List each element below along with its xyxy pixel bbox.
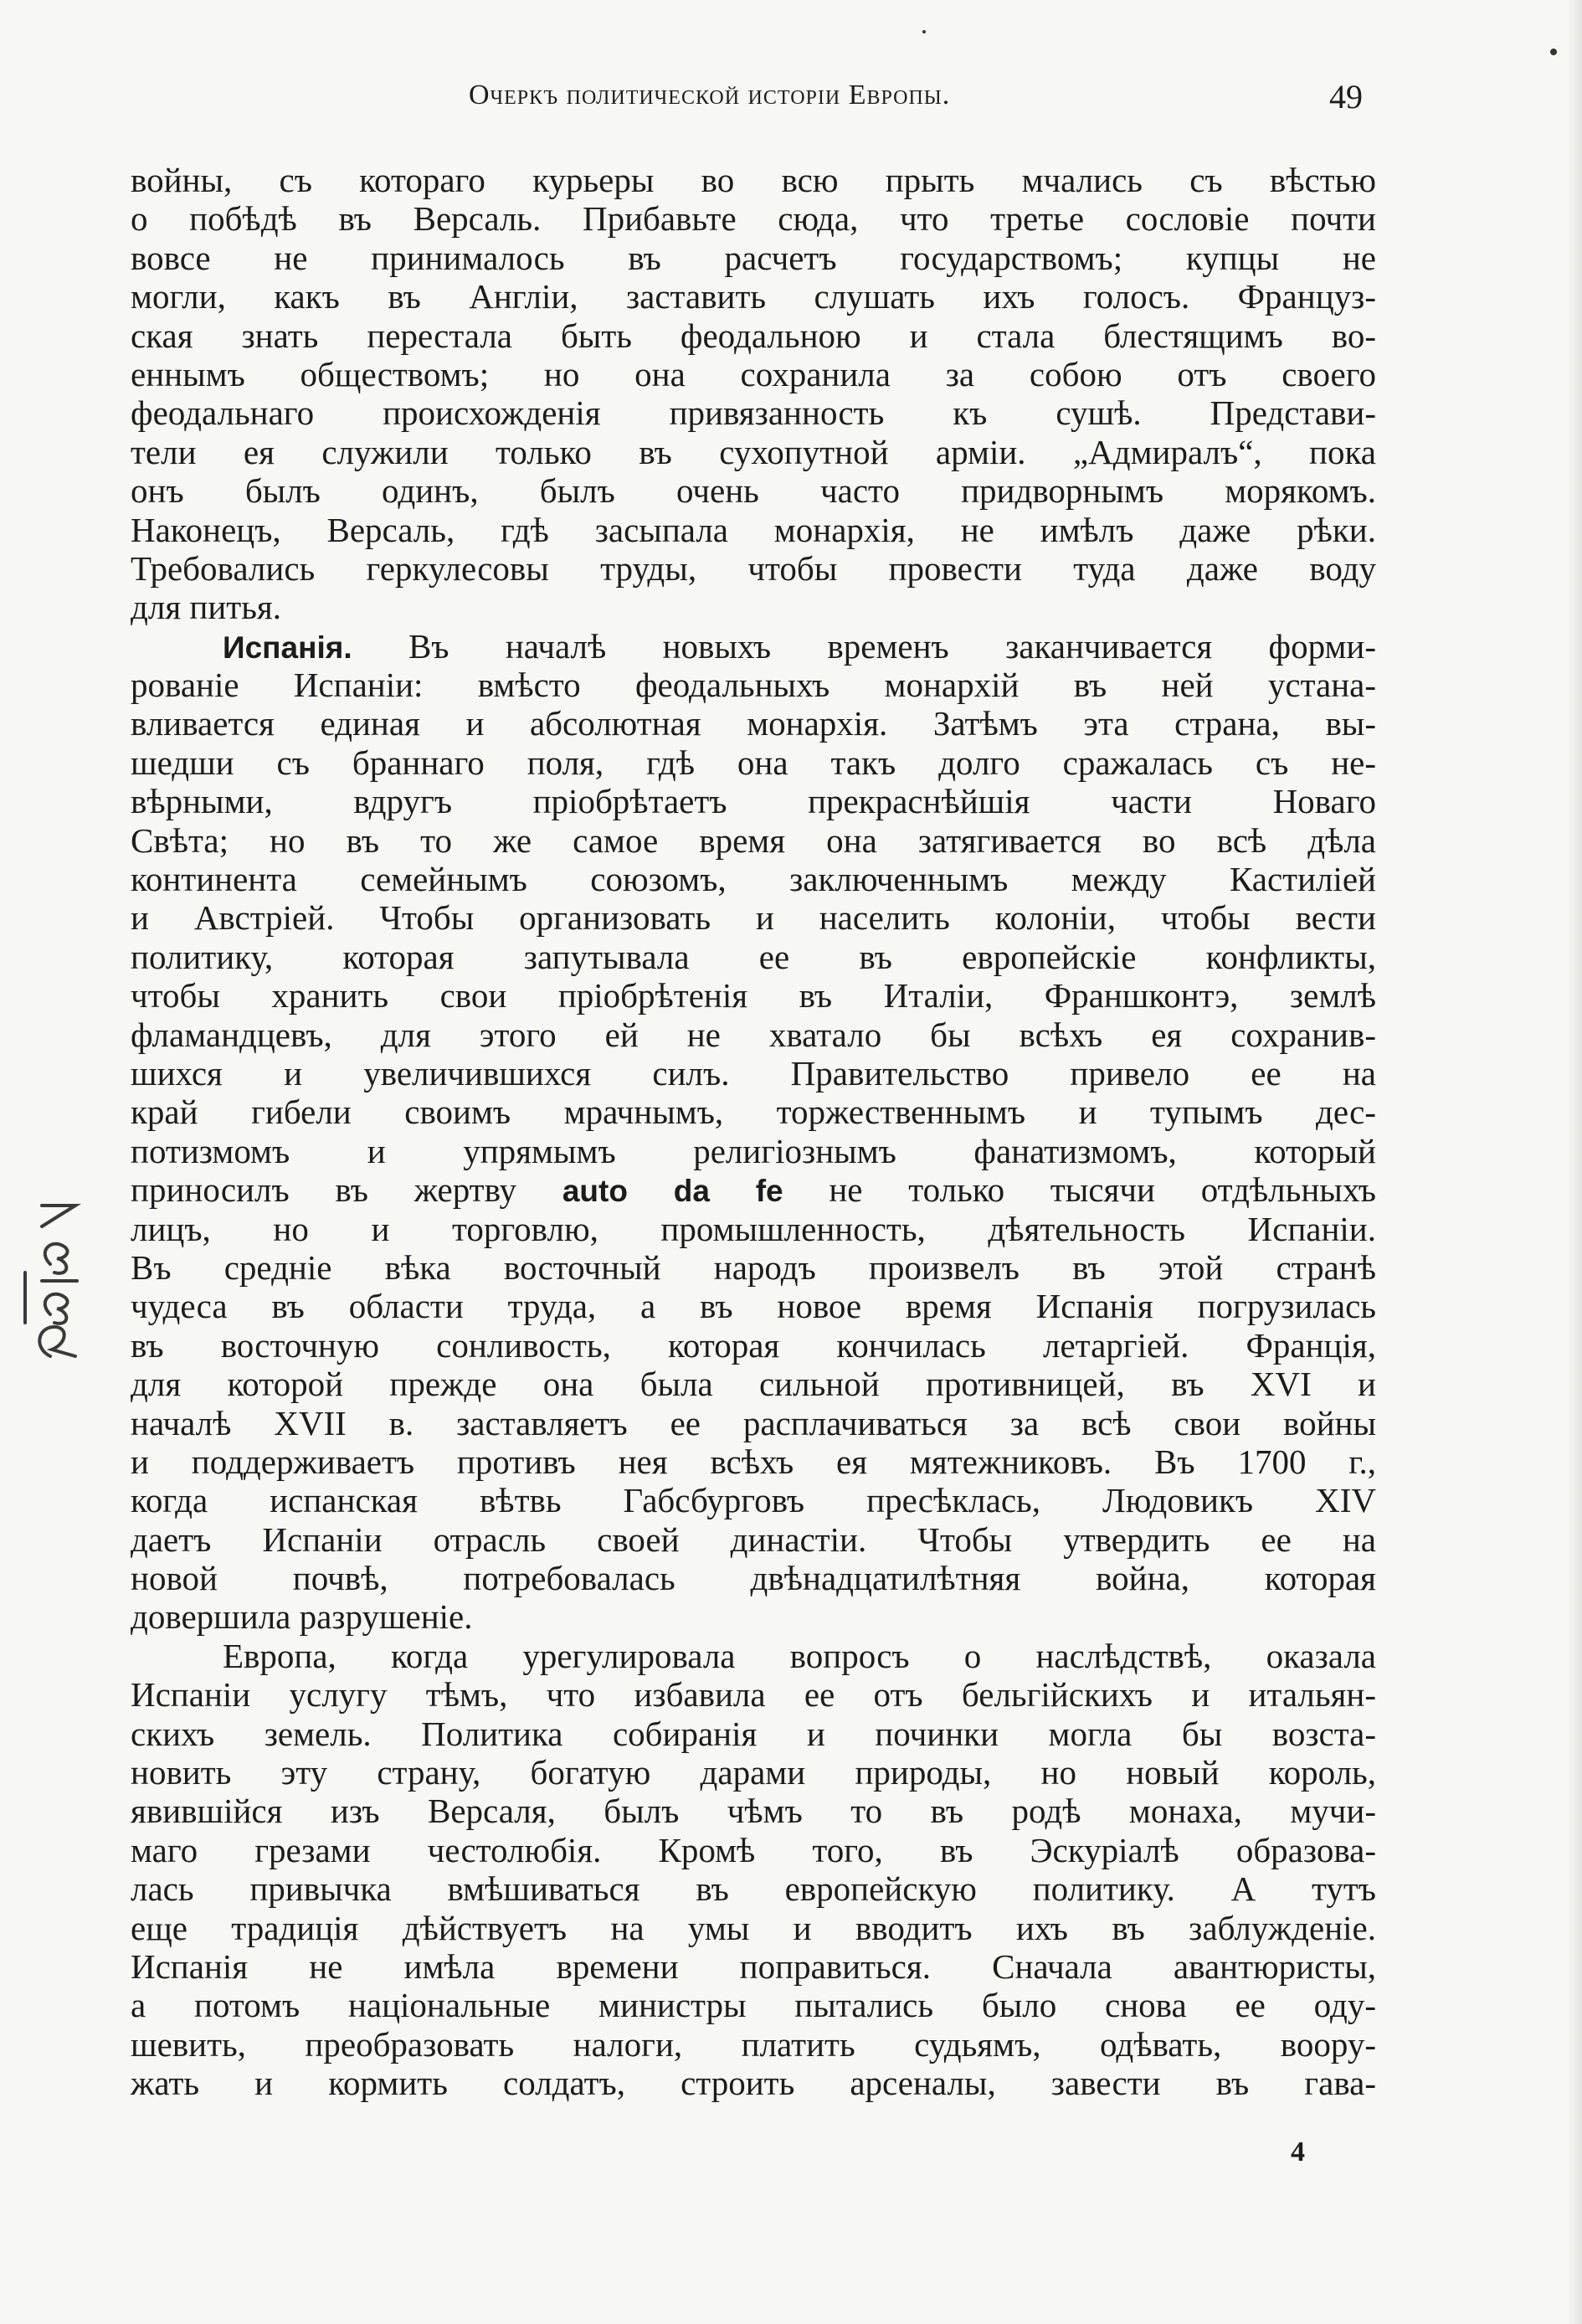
- text-line: началѣ XVII в. заставляетъ ее расплачиваться за всѣ свои войны: [131, 1403, 1376, 1442]
- text-line: Испаніи услугу тѣмъ, что избавила ее отъ бельгійскихъ и итальян-: [131, 1675, 1376, 1715]
- text-line: континента семейнымъ союзомъ, заключеннымъ между Кастиліей: [131, 860, 1376, 899]
- running-title: Очеркъ политической исторіи Европы.: [469, 80, 951, 111]
- text-line: тели ея служили только въ сухопутной арміи. „Адмиралъ“, пока: [131, 432, 1376, 471]
- text-line: феодальнаго происхожденія привязанность къ сушѣ. Представи-: [131, 393, 1376, 433]
- section-title-spain: Испанія.: [223, 630, 352, 665]
- text-line: шевить, преобразовать налоги, платить судьямъ, одѣвать, воору-: [131, 2024, 1376, 2064]
- text-line: и поддерживаетъ противъ нея всѣхъ ея мятежниковъ. Въ 1700 г.,: [131, 1442, 1376, 1481]
- text-line: шедши съ браннаго поля, гдѣ она такъ долго сражалась съ не-: [131, 743, 1376, 782]
- text-line: лась привычка вмѣшиваться въ европейскую политику. А тутъ: [131, 1869, 1376, 1909]
- text-line: а потомъ національные министры пытались было снова ее оду-: [131, 1986, 1376, 2025]
- text-line: маго грезами честолюбія. Кромѣ того, въ Эскуріалѣ образова-: [131, 1830, 1376, 1869]
- text-line: когда испанская вѣтвь Габсбурговъ пресѣклась, Людовикъ XIV: [131, 1481, 1376, 1520]
- text-line: ская знать перестала быть феодальною и стала блестящимъ во-: [131, 316, 1376, 355]
- text-line: край гибели своимъ мрачнымъ, торжественнымъ и тупымъ дес-: [131, 1093, 1376, 1132]
- autodafe-after: не только тысячи отдѣльныхъ: [783, 1170, 1376, 1210]
- text-line: жать и кормить солдатъ, строить арсеналы, завести въ гава-: [131, 2064, 1376, 2103]
- page-number: 49: [1329, 78, 1363, 116]
- text-line: потизмомъ и упрямымъ религіознымъ фанатизмомъ, который: [131, 1131, 1376, 1170]
- signature-mark: 4: [1291, 2136, 1305, 2167]
- scan-speck: [922, 30, 926, 33]
- text-line: шихся и увеличившихся силъ. Правительство привело ее на: [131, 1053, 1376, 1093]
- text-line: для питья.: [131, 588, 282, 627]
- text-line: Въ средніе вѣка восточный народъ произвелъ въ этой странѣ: [131, 1247, 1376, 1287]
- body-text: [131, 161, 1376, 2103]
- text-line: явившійся изъ Версаля, былъ чѣмъ то въ родѣ монаха, мучи-: [131, 1792, 1376, 1831]
- text-line: фламандцевъ, для этого ей не хватало бы всѣхъ ея сохранив-: [131, 1015, 1376, 1054]
- scan-speck: [1550, 49, 1557, 55]
- text-line: вливается единая и абсолютная монархія. Затѣмъ эта страна, вы-: [131, 704, 1376, 743]
- text-line: еще традиція дѣйствуетъ на умы и вводитъ ихъ въ заблужденіе.: [131, 1908, 1376, 1947]
- page-edge: [1567, 0, 1582, 2324]
- text-line: еннымъ обществомъ; но она сохранила за собою отъ своего: [131, 354, 1376, 393]
- section-first-line-text: Въ началѣ новыхъ временъ заканчивается форми-: [408, 626, 1376, 666]
- text-line: для которой прежде она была сильной противницей, въ XVI и: [131, 1365, 1376, 1404]
- text-line: чтобы хранить свои пріобрѣтенія въ Италіи, Франшконтэ, землѣ: [131, 976, 1376, 1015]
- autodafe-line: [131, 1170, 1376, 1209]
- text-line: политику, которая запутывала ее въ европейскіе конфликты,: [131, 937, 1376, 976]
- section-first-line: [131, 627, 1376, 666]
- text-line: вовсе не принималось въ расчетъ государствомъ; купцы не: [131, 238, 1376, 277]
- text-line: Требовались геркулесовы труды, чтобы провести туда даже воду: [131, 548, 1376, 588]
- text-line: Наконецъ, Версаль, гдѣ засыпала монархія, не имѣлъ даже рѣки.: [131, 510, 1376, 549]
- text-line: рованіе Испаніи: вмѣсто феодальныхъ монархій въ ней устана-: [131, 666, 1376, 705]
- text-line: вѣрными, вдругъ пріобрѣтаетъ прекраснѣйшія части Новаго: [131, 782, 1376, 821]
- handwritten-margin-note: [17, 1155, 109, 1373]
- text-line: лицъ, но и торговлю, промышленность, дѣятельность Испаніи.: [131, 1209, 1376, 1248]
- text-line: даетъ Испаніи отрасль своей династіи. Чтобы утвердить ее на: [131, 1519, 1376, 1559]
- autodafe-before: приносилъ въ жертву: [131, 1170, 562, 1210]
- text-line: могли, какъ въ Англіи, заставить слушать ихъ голосъ. Француз-: [131, 277, 1376, 316]
- text-line: скихъ земель. Политика собиранія и починки могла бы возста-: [131, 1714, 1376, 1753]
- text-line: Испанія не имѣла времени поправиться. Сначала авантюристы,: [131, 1946, 1376, 1986]
- text-line: новой почвѣ, потребовалась двѣнадцатилѣтняя война, которая: [131, 1559, 1376, 1598]
- autodafe-term: auto da fe: [562, 1174, 783, 1209]
- text-line: онъ былъ одинъ, былъ очень часто придворнымъ морякомъ.: [131, 471, 1376, 511]
- text-line: Свѣта; но въ то же самое время она затягивается во всѣ дѣла: [131, 820, 1376, 860]
- text-line: въ восточную сонливость, которая кончилась летаргіей. Франція,: [131, 1325, 1376, 1365]
- text-line: о побѣдѣ въ Версаль. Прибавьте сюда, что третье сословіе почти: [131, 199, 1376, 239]
- text-line: войны, съ котораго курьеры во всю прыть мчались съ вѣстью: [131, 161, 1376, 199]
- text-line: довершила разрушеніе.: [131, 1597, 473, 1637]
- text-line: и Австріей. Чтобы организовать и населить колоніи, чтобы вести: [131, 898, 1376, 938]
- text-line: чудеса въ области труда, а въ новое время Испанія погрузилась: [131, 1287, 1376, 1326]
- text-line: Европа, когда урегулировала вопросъ о наслѣдствѣ, оказала: [223, 1636, 1376, 1675]
- text-line: новить эту страну, богатую дарами природы, но новый король,: [131, 1753, 1376, 1792]
